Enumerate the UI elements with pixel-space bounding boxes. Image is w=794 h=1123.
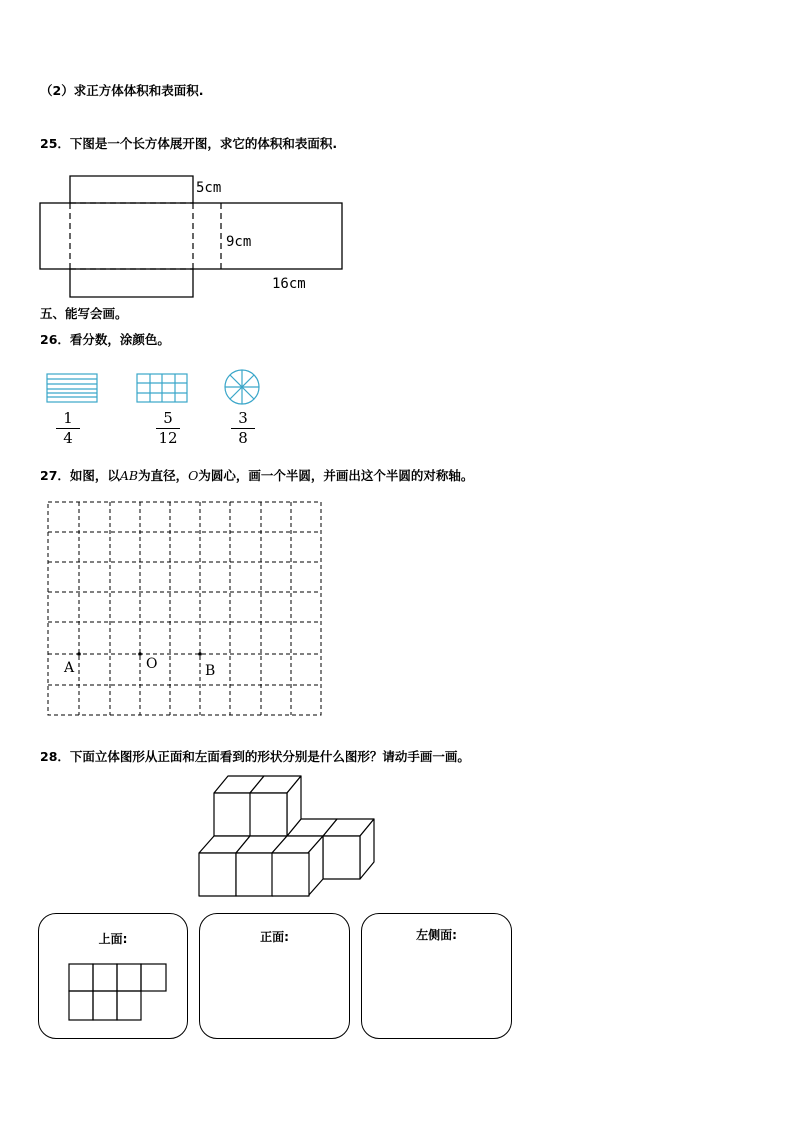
left-view-box[interactable] [361,913,512,1039]
net-width-label: 9cm [226,234,252,250]
point-o-label: O [146,656,158,672]
point-a-label: A [64,660,75,676]
front-view-label: 正面: [260,930,289,944]
q27-text-prefix: 27．如图，以 [40,468,120,483]
top-view-grid [39,914,189,1040]
fraction-numerator: 3 [238,409,248,427]
q25-question: 25．下图是一个长方体展开图，求它的体积和表面积. [40,136,338,151]
segment-ab-label: AB [119,468,139,483]
point-b-label: B [205,663,216,679]
fraction-numerator: 1 [63,409,73,427]
q27-text-suffix: 为圆心，画一个半圆，并画出这个半圆的对称轴。 [198,468,474,483]
q28-question: 28．下面立体图形从正面和左面看到的形状分别是什么图形？请动手画一画。 [40,749,470,764]
fraction-denominator: 4 [63,429,73,447]
front-view-box[interactable] [199,913,350,1039]
q24-subquestion: （2）求正方体体积和表面积. [40,83,204,98]
section-5-heading: 五、能写会画。 [40,306,128,321]
center-o-label: O [188,468,199,483]
top-view-label: 上面: [98,932,128,946]
q27-text-mid: 为直径， [138,468,189,483]
net-length-label: 16cm [272,276,306,292]
left-view-label: 左侧面: [416,928,457,942]
q26-question: 26．看分数，涂颜色。 [40,332,170,347]
fraction-denominator: 12 [158,429,178,447]
fraction-numerator: 5 [163,409,173,427]
top-view-box [38,913,188,1039]
net-height-label: 5cm [196,180,222,196]
fraction-denominator: 8 [238,429,248,447]
